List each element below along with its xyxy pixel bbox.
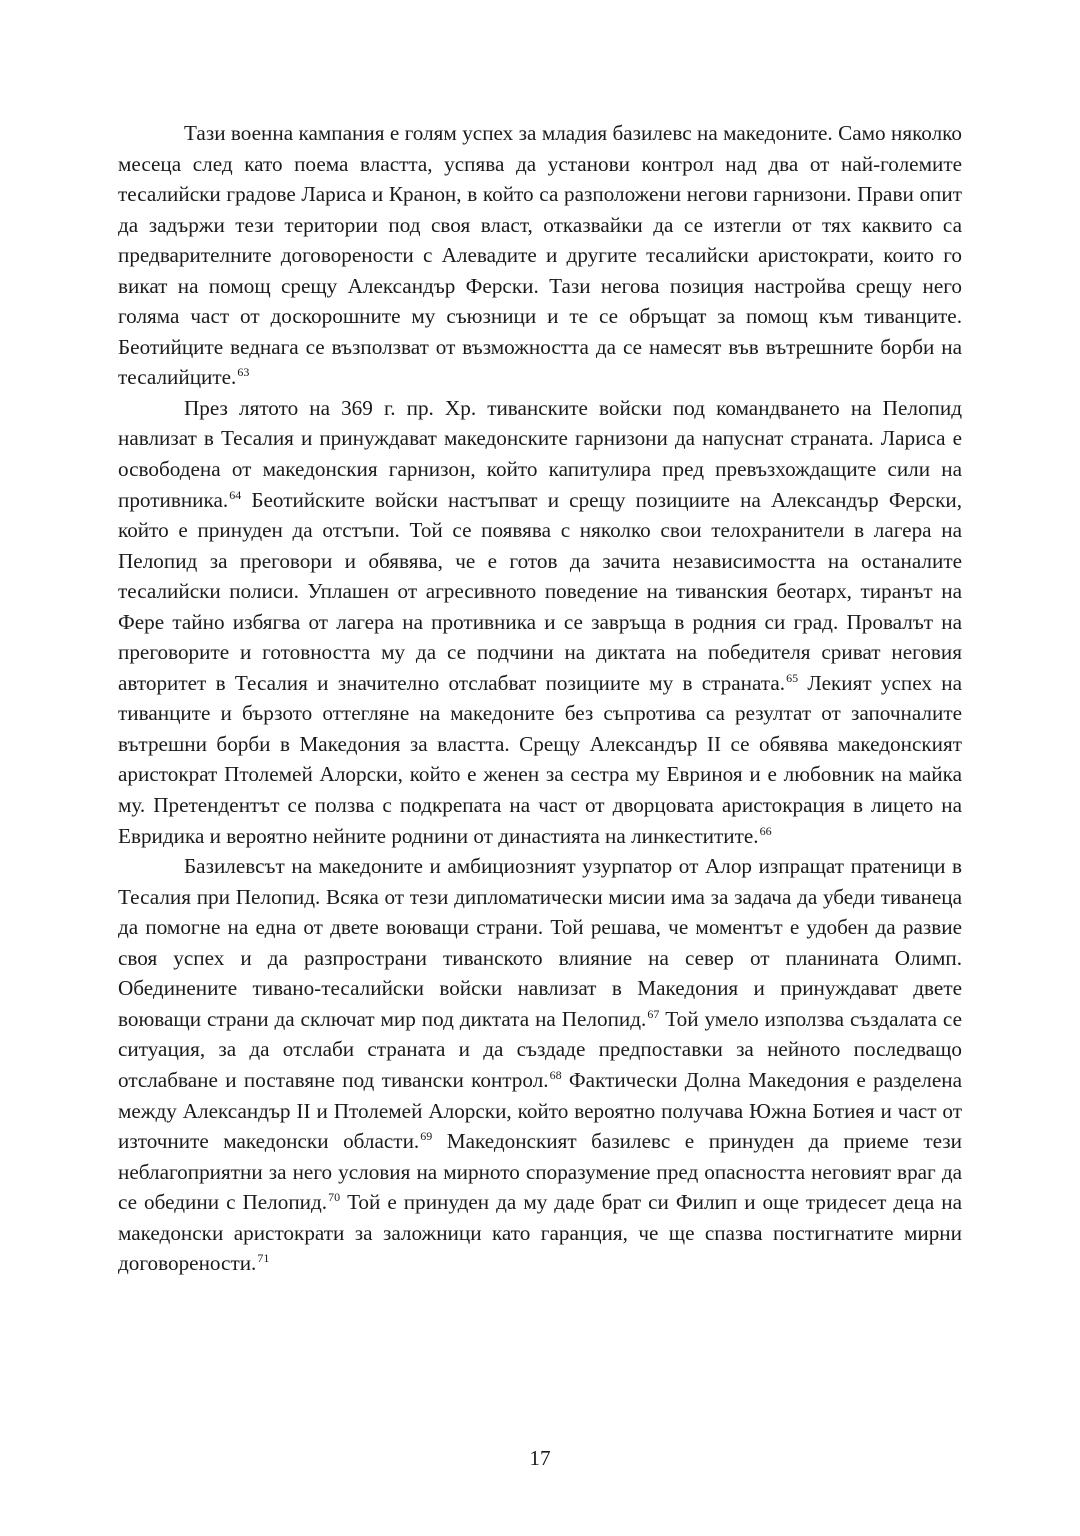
footnote-ref: 68 [549, 1067, 562, 1082]
footnote-ref: 69 [420, 1129, 433, 1144]
paragraph [118, 851, 962, 1279]
page-number: 17 [529, 1446, 551, 1470]
paragraph-text: Тази военна кампания е голям успех за младия базилевс на македоните. Само няколко месеца след като поема властта, успява да установи контрол над два от най-големите тесалийски градове Лариса и Кранон, в който са разположени негови гарнизони. Прави опит да задържи тези територии под своя власт, отказвайки да се изтегли от тях каквито са предварителните договорености с Алевадите и другите тесалийски аристократи, които го викат на помощ срещу Александър Ферски. Тази негова позиция настройва срещу него голяма част от доскорошните му съюзници и те се обръщат за помощ към тиванците. Беотийците веднага се възползват от възможността да се намесят във вътрешните борби на тесалийците. [118, 121, 962, 390]
footnote-ref: 71 [257, 1251, 270, 1266]
footnote-ref: 66 [759, 823, 772, 838]
paragraph-text: Лекият успех на тиванците и бързото оттегляне на македоните без съпротива са резултат от започналите вътрешни борби в Македония за властта. Срещу Александър II се обявява македонският аристократ Птолемей Алорски, който е женен за сестра му Евриноя и е любовник на майка му. Претендентът се ползва с подкрепата на част от дворцовата аристокрация в лицето на Евридика и вероятно нейните роднини от династията на линкеститите. [118, 670, 962, 848]
paragraph-text: Базилевсът на македоните и амбициозният узурпатор от Алор изпращат пратеници в Тесалия при Пелопид. Всяка от тези дипломатически мисии има за задача да убеди тиванеца да помогне на една от двете воюващи страни. Той решава, че моментът е удобен да развие своя успех и да разпространи тиванското влияние на север от планината Олимп. Обединените тивано-тесалийски войски навлизат в Македония и принуждават двете воюващи страни да сключат мир под диктата на Пелопид. [118, 854, 962, 1031]
paragraph-text: Беотийските войски настъпват и срещу позициите на Александър Ферски, който е принуден да отстъпи. Той се появява с няколко свои телохранители в лагера на Пелопид за преговори и обявява, че е готов да зачита независимостта на останалите тесалийски полиси. Уплашен от агресивното поведение на тиванския беотарх, тиранът на Фере тайно избягва от лагера на противника и се завръща в родния си град. Провалът на преговорите и готовността му да се подчини на диктата на победителя сриват неговия авторитет в Тесалия и значително отслабват позициите му в страната. [118, 487, 962, 695]
paragraph-text: Македонският базилевс е принуден да приеме тези неблагоприятни за него условия на мирното споразумение пред опасността неговият враг да се обедини с Пелопид. [118, 1129, 962, 1215]
footnote-ref: 67 [647, 1006, 660, 1021]
paragraph [118, 393, 962, 851]
paragraph-text: Той умело използва създалата се ситуация, за да отслаби страната и да създаде предпоставки за нейното последващо отслабване и поставяне под тивански контрол. [118, 1006, 962, 1092]
footnote-ref: 65 [786, 670, 799, 685]
footnote-ref: 64 [229, 487, 242, 502]
footnote-ref: 63 [237, 365, 250, 380]
paragraph-text: Фактически Долна Македония е разделена между Александър II и Птолемей Алорски, който вероятно получава Южна Ботиея и част от източните македонски области. [118, 1067, 962, 1154]
paragraph [118, 118, 962, 393]
paragraph-text: През лятото на 369 г. пр. Хр. тиванските войски под командването на Пелопид навлизат в Тесалия и принуждават македонските гарнизони да напуснат страната. Лариса е освободена от македонския гарнизон, който капитулира пред превъзхождащите сили на противника. [118, 395, 962, 512]
body-text [118, 118, 962, 1279]
paragraph-text: Той е принуден да му даде брат си Филип и още тридесет деца на македонски аристократи за заложници като гаранция, че ще спазва постигнатите мирни договорености. [118, 1190, 962, 1276]
footnote-ref: 70 [328, 1190, 341, 1205]
